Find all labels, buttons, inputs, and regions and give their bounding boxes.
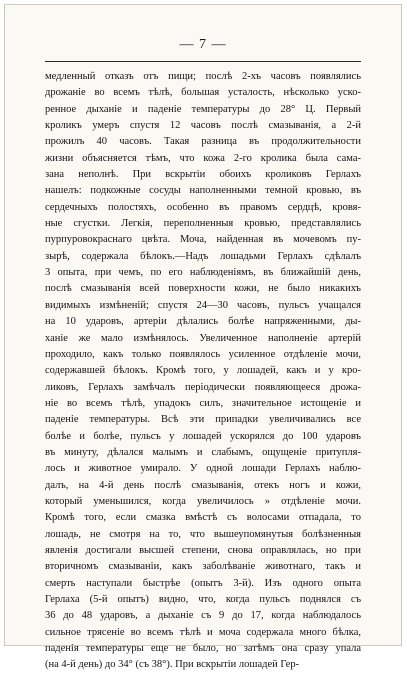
text-line: лось и животное умирало. У одной лошади Герлахъ наблю- (45, 463, 361, 475)
body-text (45, 69, 361, 674)
text-line: смерть наступали быстрѣе (опытъ 3-й). Изъ одного опыта (45, 577, 361, 589)
text-line: ные сгустки. Легкія, переполненныя кровью, представлялись (45, 218, 361, 230)
text-line: содержавшей бѣлокъ. Кромѣ того, у лошадей, какъ и у кро- (45, 365, 361, 377)
document-page (4, 4, 402, 671)
text-line: сильное трясеніе во всемъ тѣлѣ и моча содержала много бѣлка, (45, 626, 361, 638)
text-line: Герлаха (5-й опытъ) видно, что, когда пульсъ поднялся съ (45, 594, 361, 605)
text-line: который уменьшился, когда увеличилось » отдѣленіе мочи. (45, 495, 361, 507)
text-line: ніе во всемъ тѣлѣ, упадокъ силъ, значительное истощеніе и (45, 397, 361, 409)
page-number: — 7 — (179, 37, 227, 52)
text-line: 3 опыта, при чемъ, по его наблюденіямъ, въ ближайшій день, (45, 267, 361, 279)
text-line: на 10 ударовъ, артеріи дѣлались болѣе напряженными, ды- (45, 316, 361, 328)
text-line: вторичномъ смазываніи, какъ заболѣваніе животнаго, такъ и (45, 561, 361, 573)
text-line: (на 4-й день) до 34° (съ 38°). При вскрытіи лошадей Гер- (45, 659, 300, 671)
text-line: ликовъ, Герлахъ замѣчалъ періодически появляющееся дрожа- (45, 381, 361, 393)
text-line: явленія достигали высшей степени, снова оправлялась, но при (45, 544, 361, 556)
text-line: дрожаніе во всемъ тѣлѣ, большая усталость, нѣсколько уско- (45, 87, 361, 99)
text-line: лошадь, не смотря на то, что вышеупомянутыя болѣзненныя (45, 528, 361, 540)
text-line: видимыхъ измѣненій; спустя 24—30 часовъ, пульсъ учащался (45, 299, 361, 311)
text-line: проходило, какъ только появлялось усиленное отдѣленіе мочи, (45, 348, 361, 360)
text-line: ханіе же мало измѣнялось. Увеличенное наполненіе артерій (45, 332, 361, 344)
text-line: ренное дыханіе и паденіе температуры до 28° Ц. Первый (45, 103, 361, 115)
text-line: далъ, на 4-й день послѣ смазыванія, отекъ ногъ и кожи, (45, 479, 361, 491)
text-line: нашелъ: подкожные сосуды наполненными темной кровью, въ (45, 185, 361, 197)
text-line: прожилъ 40 часовъ. Такая разница въ продолжительности (45, 136, 361, 148)
text-line: жизни объясняется тѣмъ, что кожа 2-го кролика была сама- (45, 152, 361, 164)
text-line: въ минуту, дѣлался малымъ и слабымъ, ощущеніе притупля- (45, 446, 361, 458)
text-line: болѣе и болѣе, пульсъ у лошадей ускорялся до 100 ударовъ (45, 430, 361, 442)
text-line: медленный отказъ отъ пищи; послѣ 2-хъ часовъ появлялись (45, 71, 361, 82)
text-line: кроликъ умеръ спустя 12 часовъ послѣ смазыванія, а 2-й (45, 120, 361, 132)
text-line: 36 до 48 ударовъ, а дыханіе съ 9 до 17, когда наблюдалось (45, 610, 361, 622)
text-line: зана неполнѣ. При вскрытіи обоихъ кроликовъ Герлахъ (45, 169, 361, 181)
text-line: сердечныхъ полостяхъ, особенно въ правомъ сердцѣ, кровя- (45, 201, 361, 213)
text-line: пурпуровокраснаго цвѣта. Моча, найденная въ мочевомъ пу- (45, 234, 361, 246)
text-line: паденія температуры еще не было, но затѣмъ она сразу упала (45, 643, 361, 655)
text-line: послѣ смазыванія всей поверхности кожи, не было никакихъ (45, 283, 361, 295)
text-line: Кромѣ того, если смазка вмѣстѣ съ волосами отпадала, то (45, 512, 361, 524)
text-line: паденіе температуры. Всѣ эти припадки увеличивались все (45, 414, 361, 426)
text-line: зырѣ, содержала бѣлокъ.—Надъ лошадьми Герлахъ сдѣлалъ (45, 250, 361, 262)
header-rule (45, 61, 361, 62)
